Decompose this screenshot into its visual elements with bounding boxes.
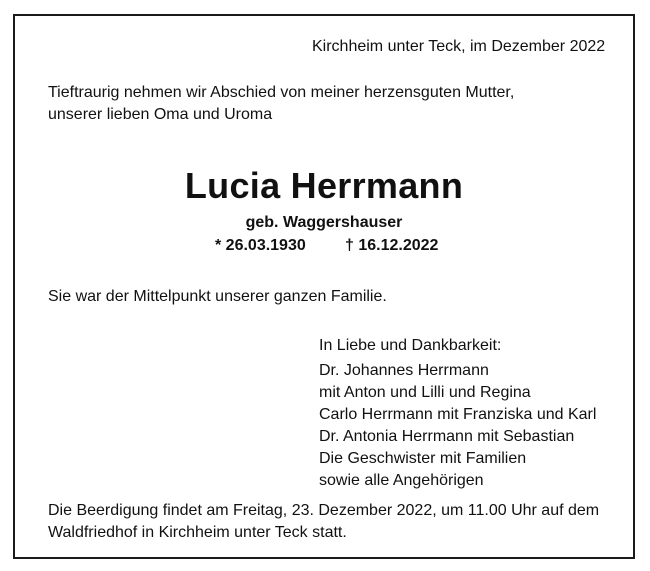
funeral-line: Die Beerdigung findet am Freitag, 23. Dezember 2022, um 11.00 Uhr auf dem [48,502,600,519]
place-date: Kirchheim unter Teck, im Dezember 2022 [312,38,606,55]
mourner-line: Dr. Johannes Herrmann [319,362,489,379]
maiden-name: geb. Waggershauser [245,214,403,231]
statement: Sie war der Mittelpunkt unserer ganzen Familie. [48,288,387,305]
funeral-line: Waldfriedhof in Kirchheim unter Teck statt. [48,524,347,541]
intro-line: Tieftraurig nehmen wir Abschied von meiner herzensguten Mutter, [48,84,515,101]
funeral-info [48,500,599,544]
birth-date: * 26.03.1930 [215,237,306,254]
mourner-line: Carlo Herrmann mit Franziska und Karl [319,406,597,423]
mourner-line: sowie alle Angehörigen [319,472,484,489]
mourner-line: Die Geschwister mit Familien [319,450,527,467]
intro-text [48,82,514,126]
death-date: † 16.12.2022 [345,237,439,254]
closing-phrase: In Liebe und Dankbarkeit: [319,337,502,354]
mourner-line: mit Anton und Lilli und Regina [319,384,531,401]
mourners-list [319,360,596,492]
mourner-line: Dr. Antonia Herrmann mit Sebastian [319,428,575,445]
deceased-name: Lucia Herrmann [184,165,464,206]
obituary-notice [13,14,635,559]
intro-line: unserer lieben Oma und Uroma [48,106,273,123]
